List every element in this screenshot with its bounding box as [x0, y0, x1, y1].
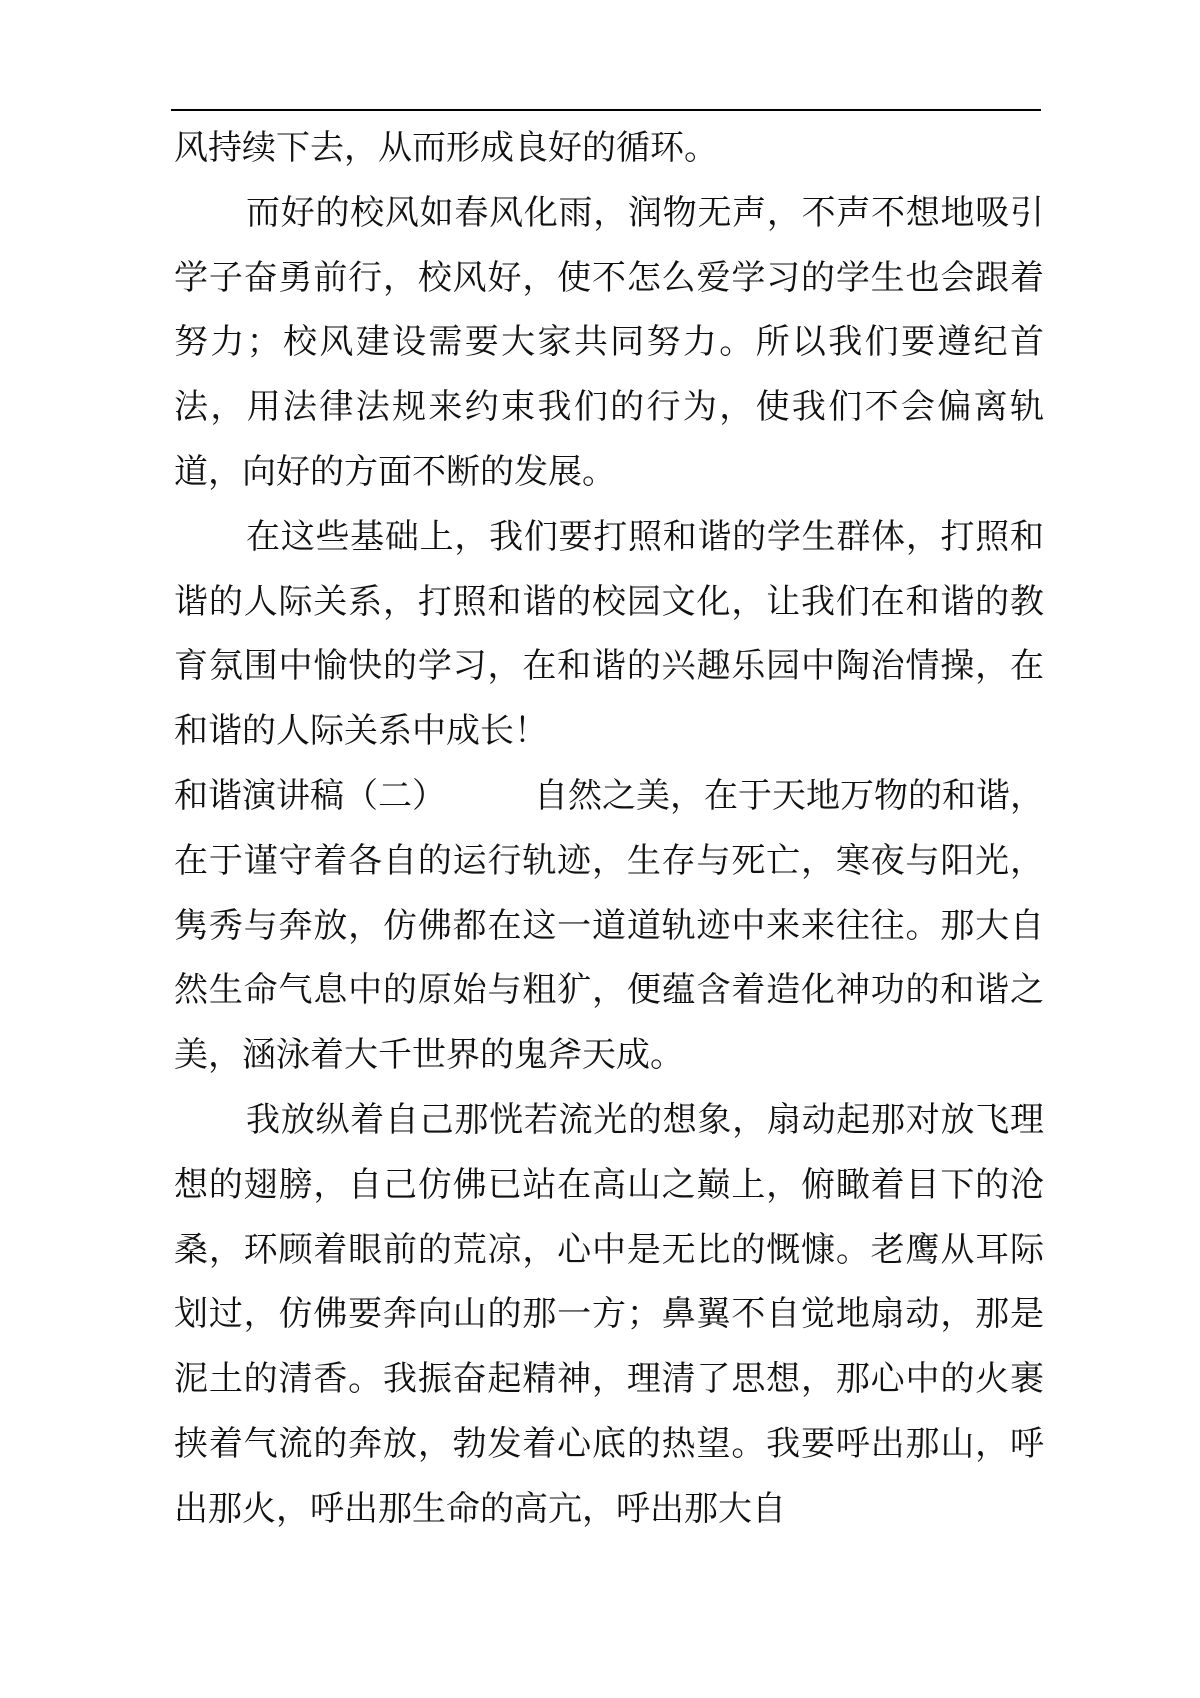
- paragraph-2-text: 而好的校风如春风化雨，润物无声，不声不想地吸引学子奋勇前行，校风好，使不怎么爱学习的学生也会跟着努力；校风建设需要大家共同努力。所以我们要遵纪首法，用法律法规来约束我们的行为，使我们不会偏离轨道，向好的方面不断的发展。: [174, 192, 1044, 492]
- paragraph-4-text: 自然之美，在于天地万物的和谐，在于谨守着各自的运行轨迹，生存与死亡，寒夜与阳光，隽秀与奔放，仿佛都在这一道道轨迹中来来往往。那大自然生命气息中的原始与粗犷，便蕴含着造化神功的和谐之美，涵泳着大千世界的鬼斧天成。: [174, 775, 1044, 1076]
- paragraph-1-text: 风持续下去，从而形成良好的循环。: [174, 128, 718, 168]
- paragraph-3-text: 在这些基础上，我们要打照和谐的学生群体，打照和谐的人际关系，打照和谐的校园文化，让我们在和谐的教育氛围中愉快的学习，在和谐的兴趣乐园中陶治情操，在和谐的人际关系中成长！: [174, 516, 1044, 752]
- paragraph-5: [174, 1088, 1044, 1542]
- paragraph-3: [174, 505, 1044, 764]
- paragraph-1: [174, 116, 1044, 181]
- section-title: 和谐演讲稿（二）: [174, 775, 446, 816]
- paragraph-4: [174, 764, 1044, 1088]
- paragraph-2: [174, 181, 1044, 505]
- document-body: [174, 116, 1044, 1542]
- paragraph-5-text: 我放纵着自己那恍若流光的想象，扇动起那对放飞理想的翅膀，自己仿佛已站在高山之巅上，俯瞰着目下的沧桑，环顾着眼前的荒凉，心中是无比的慨慷。老鹰从耳际划过，仿佛要奔向山的那一方；鼻翼不自觉地扇动，那是泥土的清香。我振奋起精神，理清了思想，那心中的火裹挟着气流的奔放，勃发着心底的热望。我要呼出那山，呼出那火，呼出那生命的高亢，呼出那大自: [174, 1099, 1044, 1529]
- header-rule: [171, 109, 1041, 111]
